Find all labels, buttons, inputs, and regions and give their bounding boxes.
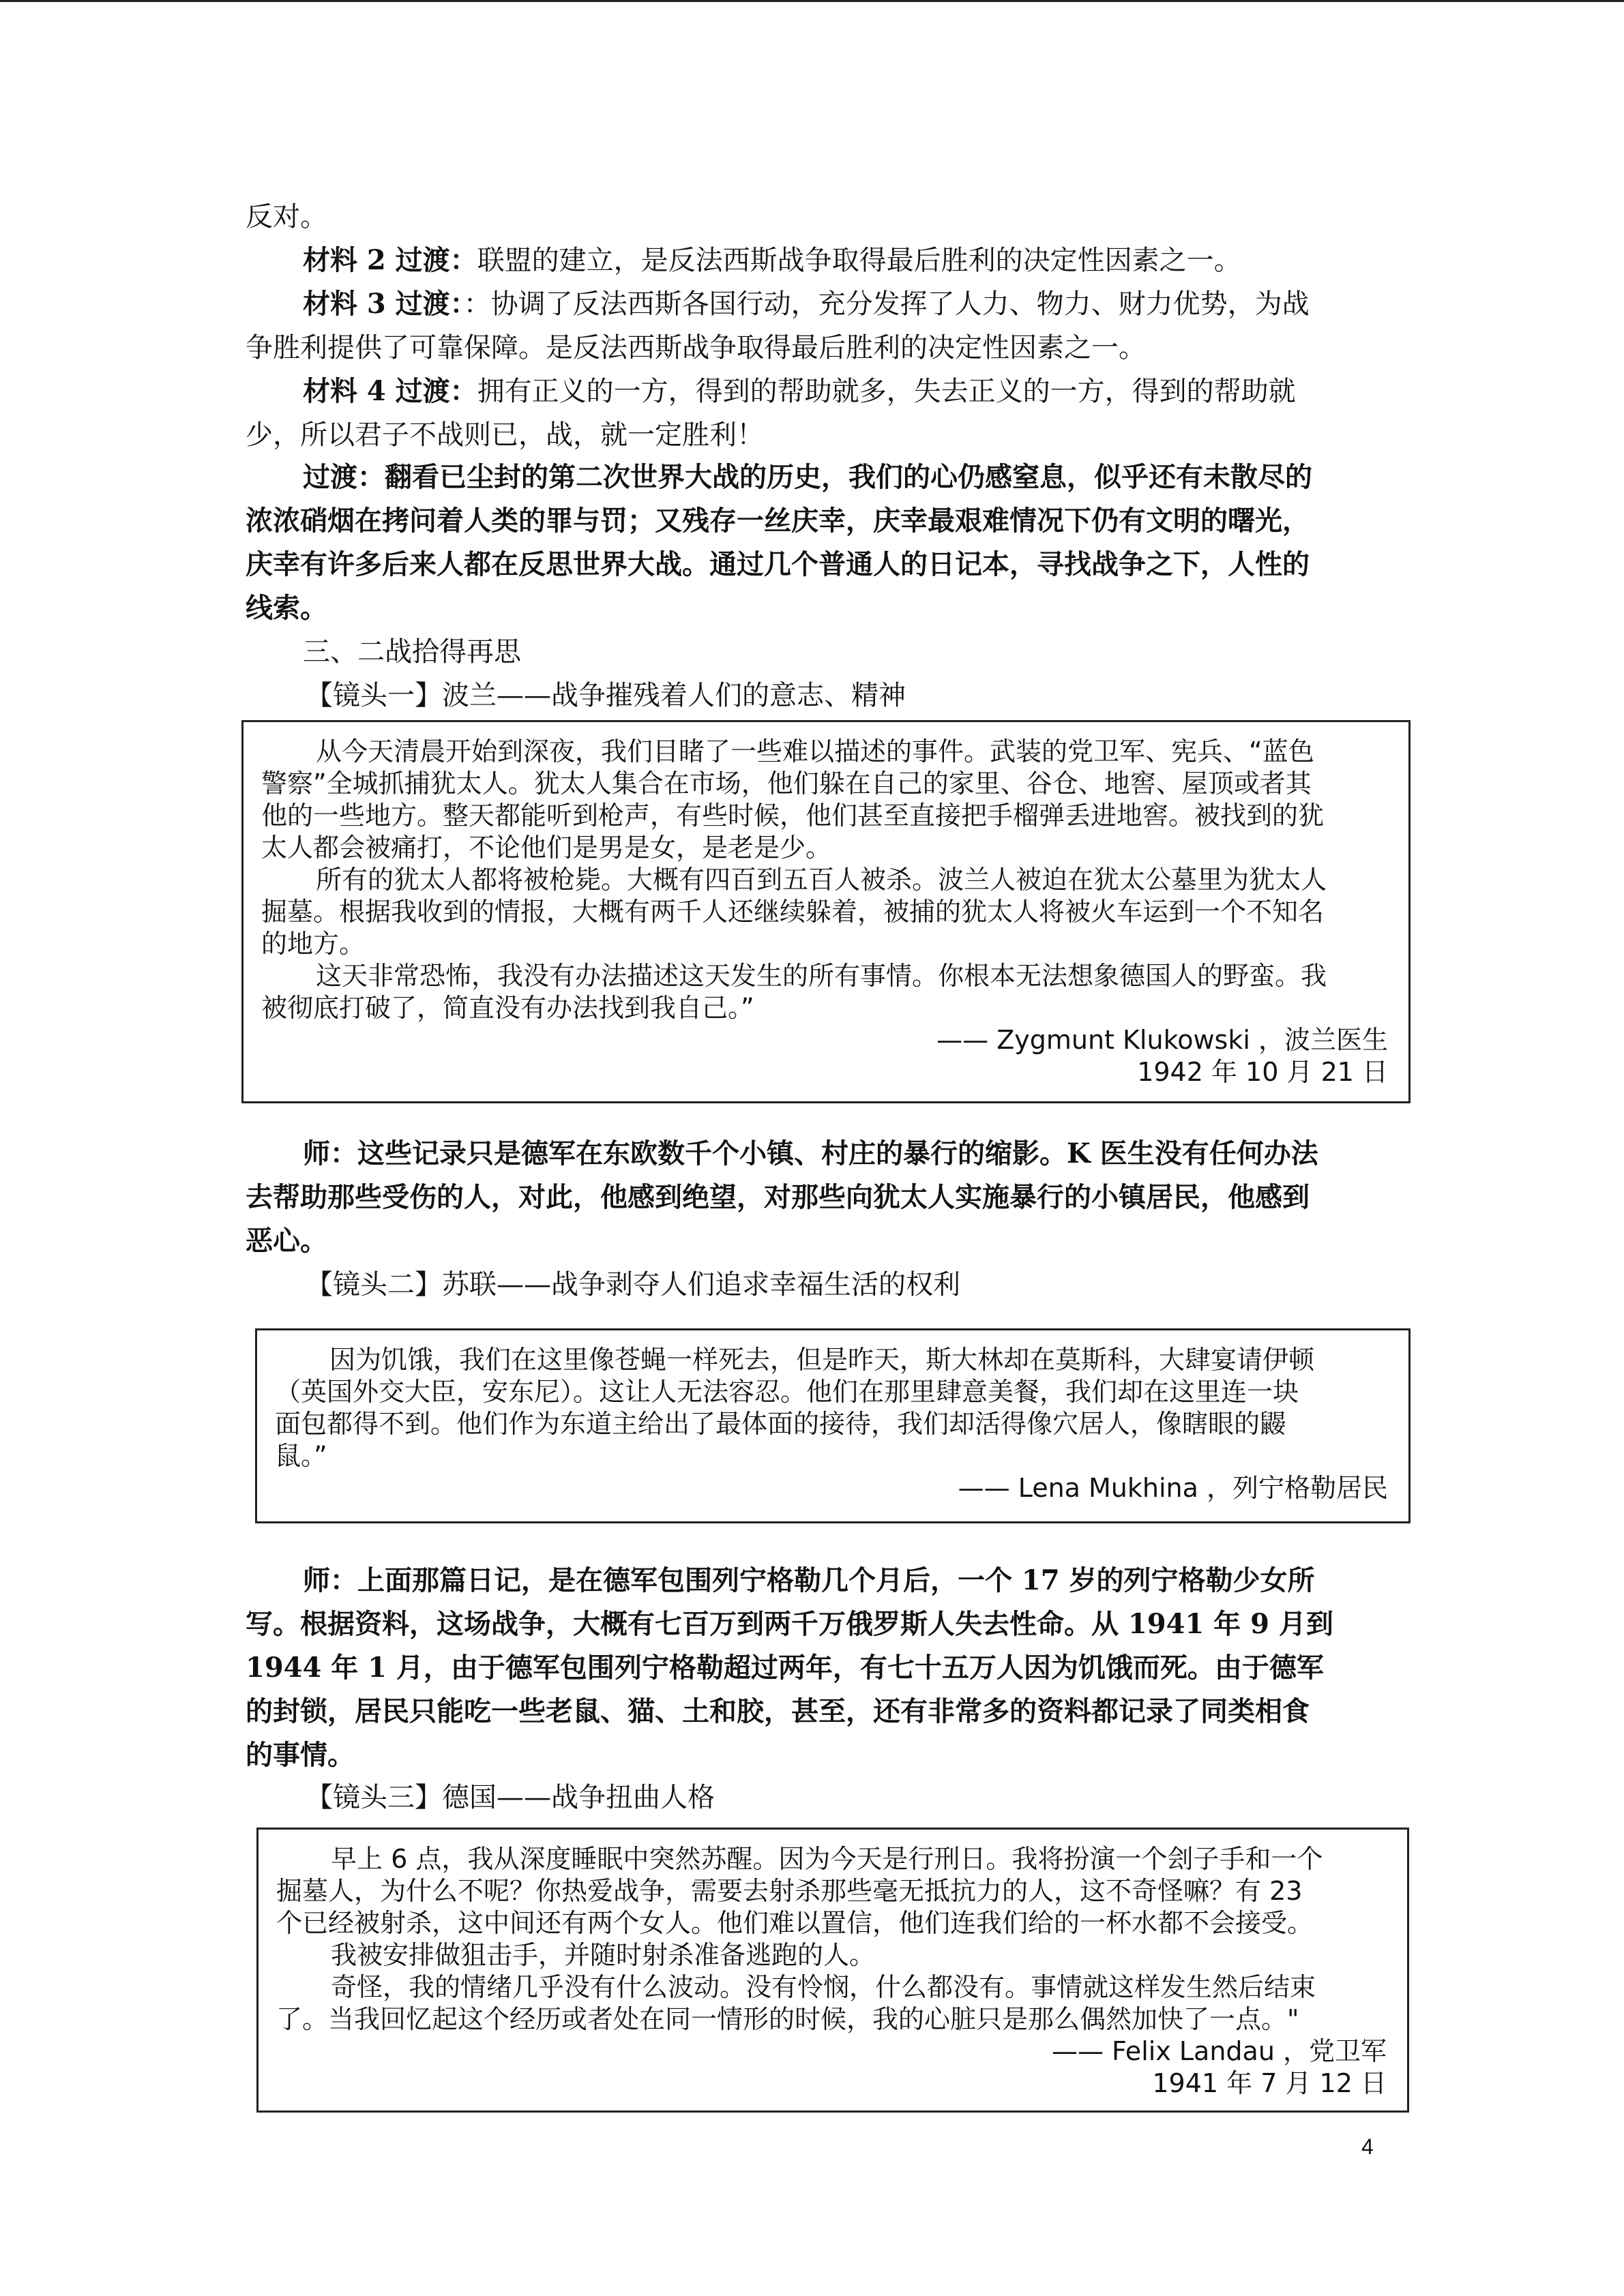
page-top-border (0, 0, 1624, 2)
paragraph-line: 去帮助那些受伤的人，对此，他感到绝望，对那些向犹太人实施暴行的小镇居民，他感到 (246, 1181, 1310, 1213)
box-line: 警察”全城抓捕犹太人。犹太人集合在市场，他们躲在自己的家里、谷仓、地窖、屋顶或者其 (261, 769, 1312, 799)
material-4-transition (246, 370, 1421, 413)
box-line: 了。当我回忆起这个经历或者处在同一情形的时候，我的心脏只是那么偶然加快了一点。" (276, 2004, 1299, 2034)
diary-date: 1942 年 10 月 21 日 (1137, 1057, 1388, 1087)
box-line: 这天非常恐怖，我没有办法描述这天发生的所有事情。你根本无法想象德国人的野蛮。我 (316, 961, 1327, 991)
paragraph-line: 的事情。 (246, 1739, 355, 1771)
box-line: 面包都得不到。他们作为东道主给出了最体面的接待，我们却活得像穴居人，像瞎眼的鼹 (275, 1409, 1286, 1439)
box-line: 所有的犹太人都将被枪毙。大概有四百到五百人被杀。波兰人被迫在犹太公墓里为犹太人 (316, 865, 1327, 895)
paragraph-line: 1944 年 1 月，由于德军包围列宁格勒超过两年，有七十五万人因为饥饿而死。由于德军 (246, 1652, 1324, 1684)
paragraph-line: 少，所以君子不战则已，战，就一定胜利！ (246, 419, 764, 451)
paragraph-line: 浓浓硝烟在拷问着人类的罪与罚；又残存一丝庆幸，庆幸最艰难情况下仍有文明的曙光， (246, 505, 1310, 537)
diary-date: 1941 年 7 月 12 日 (1152, 2068, 1387, 2098)
box-line: 从今天清晨开始到深夜，我们目睹了一些难以描述的事件。武装的党卫军、宪兵、“蓝色 (316, 736, 1314, 766)
box-line: 我被安排做狙击手，并随时射杀准备逃跑的人。 (331, 1940, 876, 1970)
box-line: 的地方。 (261, 929, 366, 959)
paragraph-line: 恶心。 (246, 1225, 327, 1257)
diary-box-ussr (255, 1328, 1411, 1523)
material-3-text: ：协调了反法西斯各国行动，充分发挥了人力、物力、财力优势，为战 (463, 288, 1310, 320)
shot-heading-2: 【镜头二】苏联——战争剥夺人们追求幸福生活的权利 (306, 1269, 960, 1300)
paragraph-line: 的封锁，居民只能吃一些老鼠、猫、土和胶，甚至，还有非常多的资料都记录了同类相食 (246, 1695, 1310, 1727)
box-line: 掘墓。根据我收到的情报，大概有两千人还继续躲着，被捕的犹太人将被火车运到一个不知名 (261, 897, 1325, 927)
material-3-label: 材料 3 过渡： (303, 288, 464, 320)
box-line: 早上 6 点，我从深度睡眠中突然苏醒。因为今天是行刑日。我将扮演一个刽子手和一个 (331, 1844, 1323, 1874)
box-line: 他的一些地方。整天都能听到枪声，有些时候，他们甚至直接把手榴弹丢进地窖。被找到的犹 (261, 801, 1325, 831)
diary-signature: —— Lena Mukhina ，列宁格勒居民 (958, 1473, 1388, 1503)
shot-heading-1: 【镜头一】波兰——战争摧残着人们的意志、精神 (306, 680, 906, 711)
box-line: 因为饥饿，我们在这里像苍蝇一样死去，但是昨天，斯大林却在莫斯科，大肆宴请伊顿 (329, 1345, 1315, 1375)
box-line: 太人都会被痛打，不论他们是男是女，是老是少。 (261, 833, 832, 863)
material-2-transition (246, 239, 1421, 282)
section-heading: 三、二战拾得再思 (303, 636, 521, 668)
paragraph-line: 争胜利提供了可靠保障。是反法西斯战争取得最后胜利的决定性因素之一。 (246, 332, 1146, 363)
page-number: 4 (1361, 2134, 1374, 2159)
shot-heading-3: 【镜头三】德国——战争扭曲人格 (306, 1782, 715, 1813)
box-line: 被彻底打破了，简直没有办法找到我自己。” (261, 993, 754, 1023)
box-line: （英国外交大臣，安东尼）。这让人无法容忍。他们在那里肆意美餐，我们却在这里连一块 (275, 1377, 1299, 1407)
box-line: 鼠。” (275, 1441, 327, 1471)
material-4-text: 拥有正义的一方，得到的帮助就多，失去正义的一方，得到的帮助就 (477, 376, 1296, 407)
diary-box-germany (256, 1828, 1409, 2113)
transition-paragraph: 过渡：翻看已尘封的第二次世界大战的历史，我们的心仍感窒息，似乎还有未散尽的 (303, 461, 1312, 493)
material-4-label: 材料 4 过渡： (303, 375, 477, 407)
diary-signature: —— Felix Landau ，党卫军 (1051, 2036, 1387, 2066)
paragraph-line: 庆幸有许多后来人都在反思世界大战。通过几个普通人的日记本，寻找战争之下，人性的 (246, 548, 1310, 580)
box-line: 掘墓人，为什么不呢？你热爱战争，需要去射杀那些毫无抵抗力的人，这不奇怪嘛？有 23 (276, 1876, 1303, 1906)
teacher-paragraph-2: 师：上面那篇日记，是在德军包围列宁格勒几个月后，一个 17 岁的列宁格勒少女所 (303, 1564, 1315, 1596)
diary-box-poland (241, 720, 1411, 1103)
paragraph-line: 写。根据资料，这场战争，大概有七百万到两千万俄罗斯人失去性命。从 1941 年 9 月到 (246, 1608, 1333, 1640)
material-2-text: 联盟的建立，是反法西斯战争取得最后胜利的决定性因素之一。 (477, 245, 1241, 276)
paragraph-line: 线索。 (246, 592, 327, 624)
material-3-transition (246, 282, 1421, 326)
diary-signature: —— Zygmunt Klukowski ，波兰医生 (936, 1025, 1388, 1055)
box-line: 奇怪，我的情绪几乎没有什么波动。没有怜悯，什么都没有。事情就这样发生然后结束 (331, 1972, 1316, 2002)
paragraph-line: 反对。 (246, 201, 327, 233)
teacher-paragraph-1: 师：这些记录只是德军在东欧数千个小镇、村庄的暴行的缩影。K 医生没有任何办法 (303, 1137, 1318, 1169)
material-2-label: 材料 2 过渡： (303, 244, 477, 276)
box-line: 个已经被射杀，这中间还有两个女人。他们难以置信，他们连我们给的一杯水都不会接受。 (276, 1908, 1314, 1938)
